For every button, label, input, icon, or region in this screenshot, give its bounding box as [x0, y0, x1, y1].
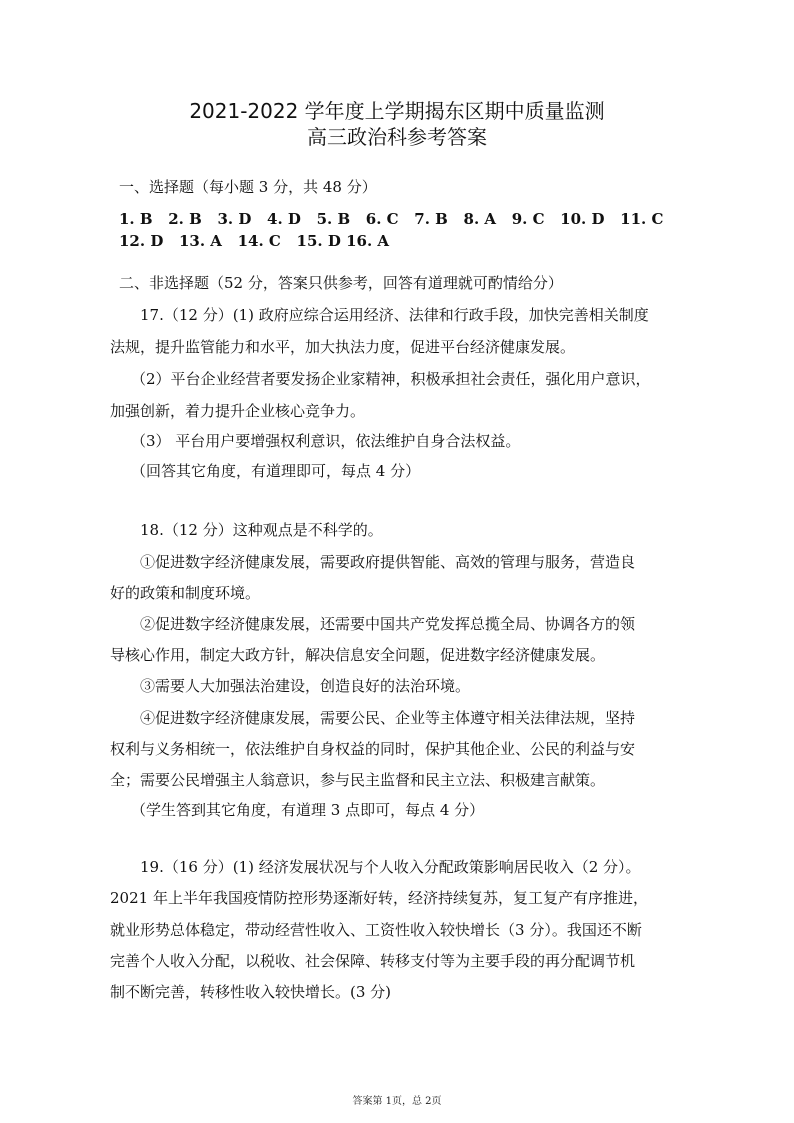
q18-line7: ④促进数字经济健康发展，需要公民、企业等主体遵守相关法律法规，坚持	[140, 709, 636, 727]
choice-answers-line1: 1. B 2. B 3. D 4. D 5. B 6. C 7. B 8. A 9. C 10. D 11. C	[119, 210, 664, 228]
page-footer: 答案第 1页，总 2页	[352, 1096, 442, 1107]
q19-line2: 2021 年上半年我国疫情防控形势逐渐好转，经济持续复苏，复工复产有序推进，	[110, 889, 648, 907]
q18-line3: 好的政策和制度环境。	[110, 584, 261, 602]
q17-line3: （2）平台企业经营者要发扬企业家精神，积极承担社会责任，强化用户意识，	[131, 370, 651, 388]
document-title-line1: 2021-2022 学年度上学期揭东区期中质量监测	[189, 99, 605, 123]
q17-line1: 17.（12 分）(1) 政府应综合运用经济、法律和行政手段，加快完善相关制度	[140, 306, 649, 324]
q18-line10: （学生答到其它角度，有道理 3 点即可，每点 4 分）	[131, 801, 485, 819]
q17-line6: （回答其它角度，有道理即可，每点 4 分）	[131, 462, 421, 480]
q19-line1: 19.（16 分）(1) 经济发展状况与个人收入分配政策影响居民收入（2 分）。	[140, 858, 641, 876]
document-title-line2: 高三政治科参考答案	[307, 125, 487, 149]
q18-line9: 全；需要公民增强主人翁意识，参与民主监督和民主立法、积极建言献策。	[110, 771, 606, 789]
q17-line2: 法规，提升监管能力和水平，加大执法力度，促进平台经济健康发展。	[110, 338, 576, 356]
choice-answers-line2: 12. D 13. A 14. C 15. D 16. A	[119, 232, 390, 250]
q18-line6: ③需要人大加强法治建设，创造良好的法治环境。	[140, 677, 471, 695]
q19-line3: 就业形势总体稳定，带动经营性收入、工资性收入较快增长（3 分）。我国还不断	[110, 921, 642, 939]
q18-line1: 18.（12 分）这种观点是不科学的。	[140, 521, 383, 539]
q19-line4: 完善个人收入分配，以税收、社会保障、转移支付等为主要手段的再分配调节机	[110, 952, 636, 970]
q17-line5: （3） 平台用户要增强权利意识，依法维护自身合法权益。	[131, 432, 521, 450]
q18-line5: 导核心作用，制定大政方针，解决信息安全问题，促进数字经济健康发展。	[110, 646, 606, 664]
q17-line4: 加强创新，着力提升企业核心竞争力。	[110, 402, 366, 420]
section1-heading: 一、选择题（每小题 3 分，共 48 分）	[119, 178, 377, 196]
q18-line2: ①促进数字经济健康发展，需要政府提供智能、高效的管理与服务，营造良	[140, 553, 636, 571]
q19-line5: 制不断完善，转移性收入较快增长。(3 分)	[110, 983, 392, 1001]
q18-line8: 权利与义务相统一，依法维护自身权益的同时，保护其他企业、公民的利益与安	[110, 740, 636, 758]
q18-line4: ②促进数字经济健康发展，还需要中国共产党发挥总揽全局、协调各方的领	[140, 615, 636, 633]
section2-heading: 二、非选择题（52 分，答案只供参考，回答有道理就可酌情给分）	[119, 274, 563, 292]
